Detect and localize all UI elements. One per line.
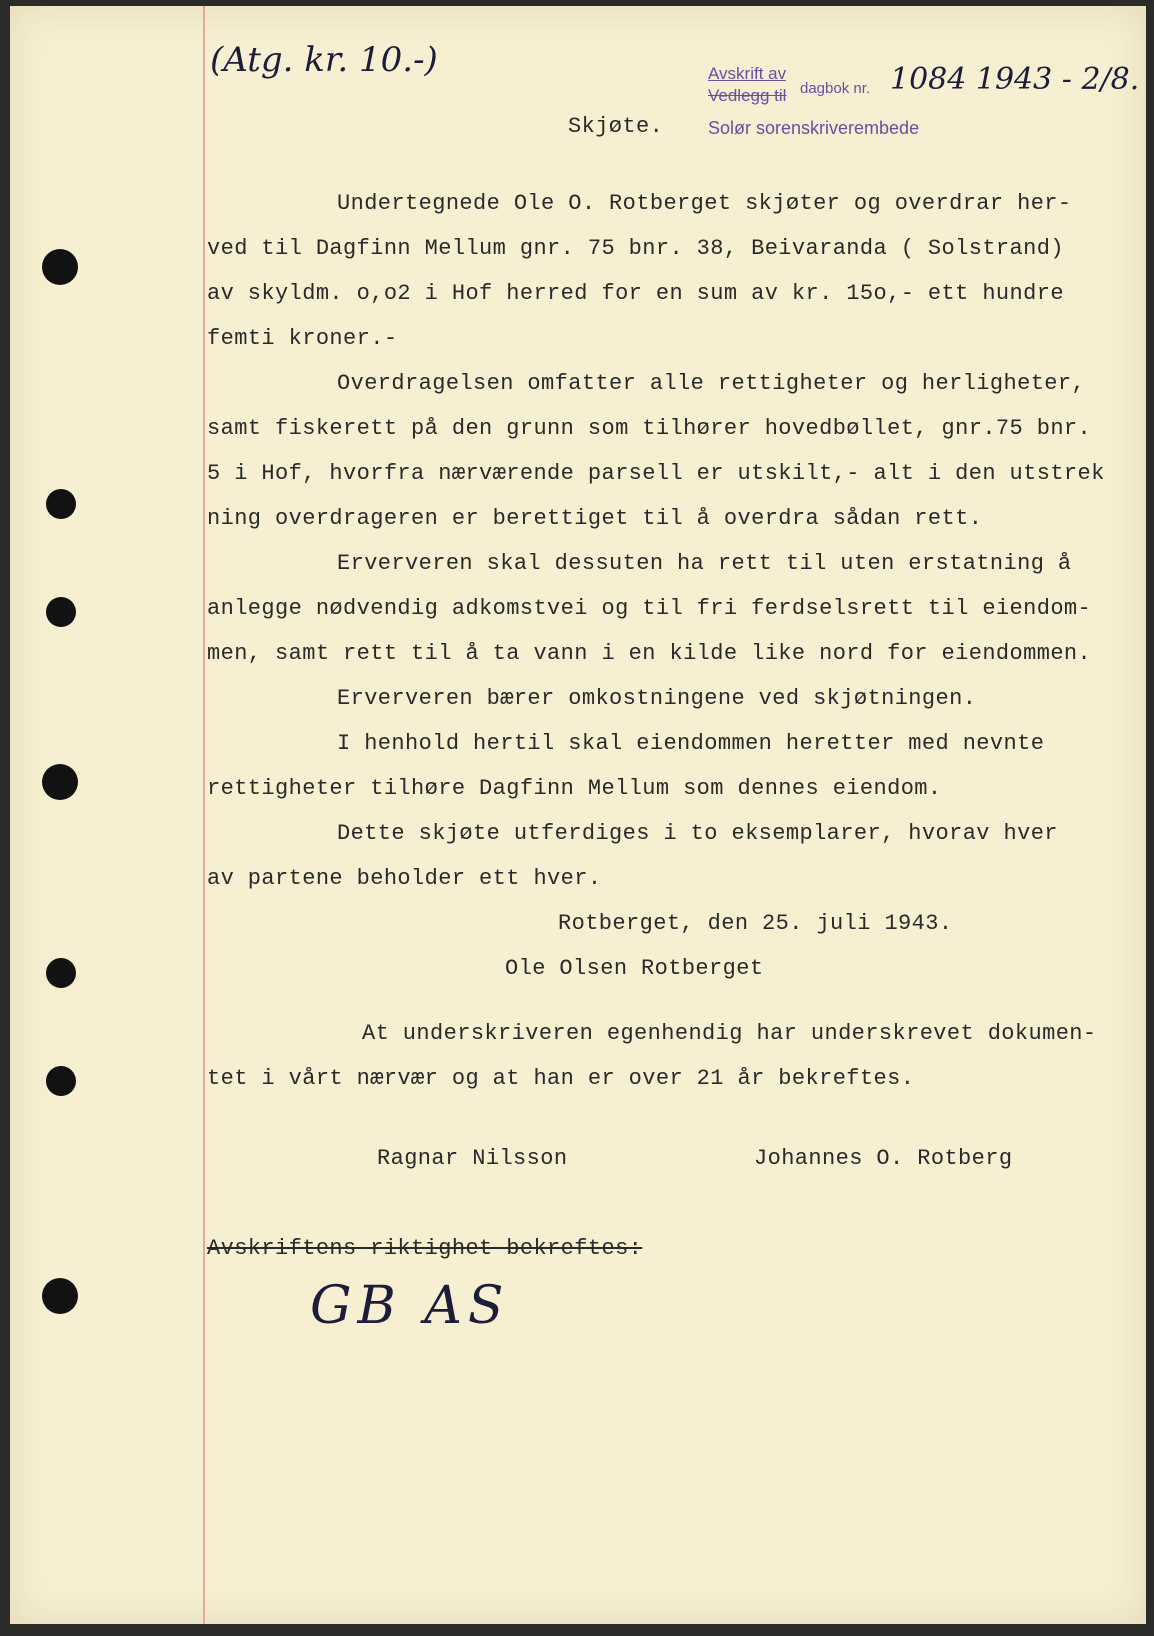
signature: Ole Olsen Rotberget bbox=[505, 956, 764, 981]
body-line: rettigheter tilhøre Dagfinn Mellum som dennes eiendom. bbox=[207, 776, 942, 801]
dagbok-number: 1084 1943 - 2/8. bbox=[890, 62, 1140, 97]
witness-line: At underskriveren egenhendig har underskrevet dokumen- bbox=[362, 1021, 1097, 1046]
body-line: samt fiskerett på den grunn som tilhører hovedbøllet, gnr.75 bnr. bbox=[207, 416, 1092, 441]
body-line: av skyldm. o,o2 i Hof herred for en sum av kr. 15o,- ett hundre bbox=[207, 281, 1064, 306]
body-line: men, samt rett til å ta vann i en kilde like nord for eiendommen. bbox=[207, 641, 1092, 666]
handwritten-initials: GB AS bbox=[310, 1276, 510, 1336]
punch-hole bbox=[46, 489, 76, 519]
margin-line bbox=[203, 6, 205, 1624]
body-line: Undertegnede Ole O. Rotberget skjøter og overdrar her- bbox=[337, 191, 1072, 216]
document-title: Skjøte. bbox=[568, 114, 664, 139]
handwritten-fee: (Atg. kr. 10.-) bbox=[210, 40, 438, 80]
witness-left: Ragnar Nilsson bbox=[377, 1146, 568, 1171]
body-line: anlegge nødvendig adkomstvei og til fri ferdselsrett til eiendom- bbox=[207, 596, 1092, 621]
stamp-court: Solør sorenskriverembede bbox=[708, 118, 920, 138]
stamp-avskrift: Avskrift av bbox=[708, 64, 787, 83]
body-line: ved til Dagfinn Mellum gnr. 75 bnr. 38, Beivaranda ( Solstrand) bbox=[207, 236, 1064, 261]
body-line: av partene beholder ett hver. bbox=[207, 866, 602, 891]
body-line: Dette skjøte utferdiges i to eksemplarer, hvorav hver bbox=[337, 821, 1058, 846]
stamp-dagbok: dagbok nr. bbox=[800, 80, 871, 97]
certification-line: Avskriftens riktighet bekreftes: bbox=[207, 1236, 643, 1261]
body-line: Overdragelsen omfatter alle rettigheter og herligheter, bbox=[337, 371, 1086, 396]
punch-hole bbox=[46, 1066, 76, 1096]
punch-hole bbox=[42, 764, 78, 800]
body-line: I henhold hertil skal eiendommen heretter med nevnte bbox=[337, 731, 1045, 756]
body-line: Erververen skal dessuten ha rett til uten erstatning å bbox=[337, 551, 1072, 576]
body-line: 5 i Hof, hvorfra nærværende parsell er utskilt,- alt i den utstrek bbox=[207, 461, 1105, 486]
punch-hole bbox=[46, 958, 76, 988]
stamp-vedlegg: Vedlegg til bbox=[708, 86, 787, 105]
body-line: ning overdrageren er berettiget til å overdra sådan rett. bbox=[207, 506, 983, 531]
punch-hole bbox=[42, 249, 78, 285]
body-line: Erververen bærer omkostningene ved skjøtningen. bbox=[337, 686, 977, 711]
witness-right: Johannes O. Rotberg bbox=[754, 1146, 1013, 1171]
punch-hole bbox=[42, 1278, 78, 1314]
witness-line: tet i vårt nærvær og at han er over 21 år bekreftes. bbox=[207, 1066, 915, 1091]
document-page bbox=[10, 6, 1146, 1624]
punch-hole bbox=[46, 597, 76, 627]
date-line: Rotberget, den 25. juli 1943. bbox=[558, 911, 953, 936]
body-line: femti kroner.- bbox=[207, 326, 398, 351]
